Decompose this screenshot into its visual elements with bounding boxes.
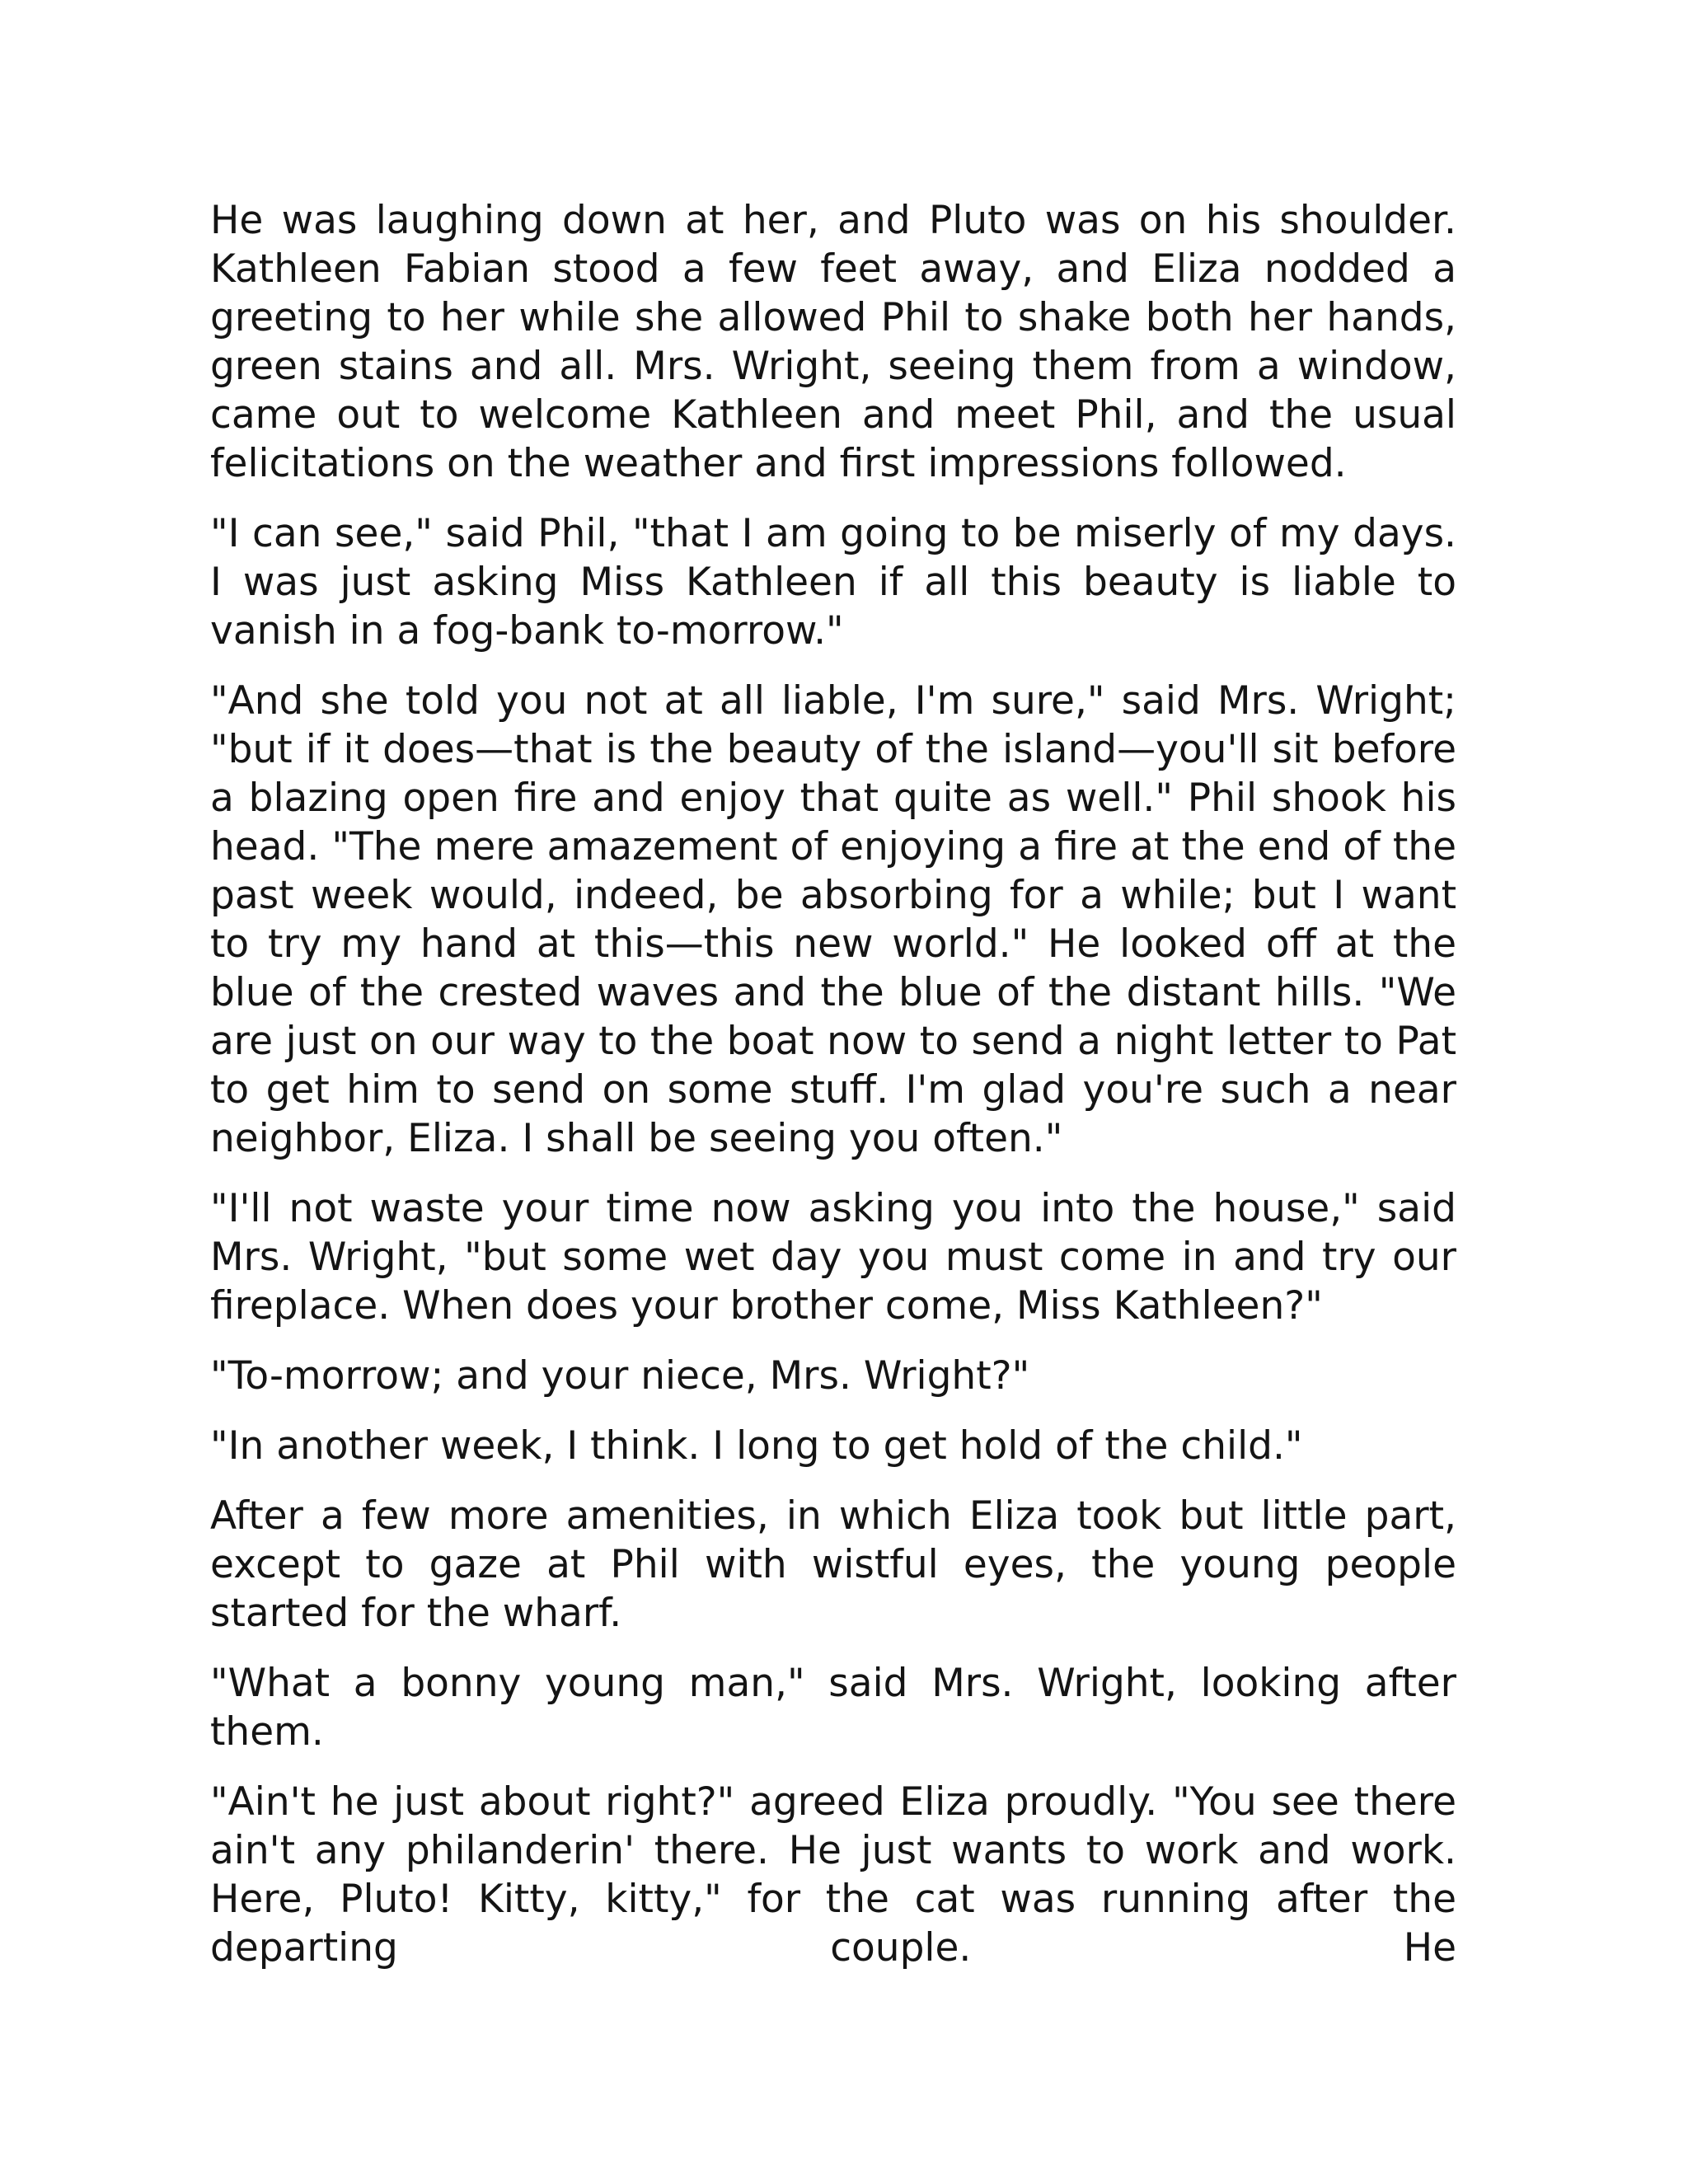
paragraph-7: After a few more amenities, in which Eliza took but little part, except to gaze at Phil with wistful eyes, the young people started for the wharf.: [210, 1493, 1456, 1636]
page-body: [210, 196, 1456, 1994]
paragraph-2: "I can see," said Phil, "that I am going to be miserly of my days. I was just asking Miss Kathleen if all this beauty is liable to vanish in a fog-bank to-morrow.": [210, 511, 1456, 654]
paragraph-9: "Ain't he just about right?" agreed Eliza proudly. "You see there ain't any philanderin' there. He just wants to work and work. Here, Pluto! Kitty, kitty," for the cat was running after the departing couple. He: [210, 1779, 1456, 1971]
paragraph-4: "I'll not waste your time now asking you into the house," said Mrs. Wright, "but some wet day you must come in and try our fireplace. When does your brother come, Miss Kathleen?": [210, 1186, 1456, 1329]
paragraph-1: He was laughing down at her, and Pluto was on his shoulder. Kathleen Fabian stood a few feet away, and Eliza nodded a greeting to her while she allowed Phil to shake both her hands, green stains and all. Mrs. Wright, seeing them from a window, came out to welcome Kathleen and meet Phil, and the usual felicitations on the weather and first impressions followed.: [210, 198, 1456, 486]
paragraph-6: "In another week, I think. I long to get hold of the child.": [210, 1423, 1303, 1469]
paragraph-3: "And she told you not at all liable, I'm sure," said Mrs. Wright; "but if it does—that is the beauty of the island—you'll sit before a blazing open fire and enjoy that quite as well." Phil shook his head. "The mere amazement of enjoying a fire at the end of the past week would, indeed, be absorbing for a while; but I want to try my hand at this—this new world." He looked off at the blue of the crested waves and the blue of the distant hills. "We are just on our way to the boat now to send a night letter to Pat to get him to send on some stuff. I'm glad you're such a near neighbor, Eliza. I shall be seeing you often.": [210, 678, 1456, 1161]
paragraph-5: "To-morrow; and your niece, Mrs. Wright?": [210, 1353, 1030, 1399]
paragraph-8: "What a bonny young man," said Mrs. Wright, looking after them.: [210, 1661, 1456, 1755]
